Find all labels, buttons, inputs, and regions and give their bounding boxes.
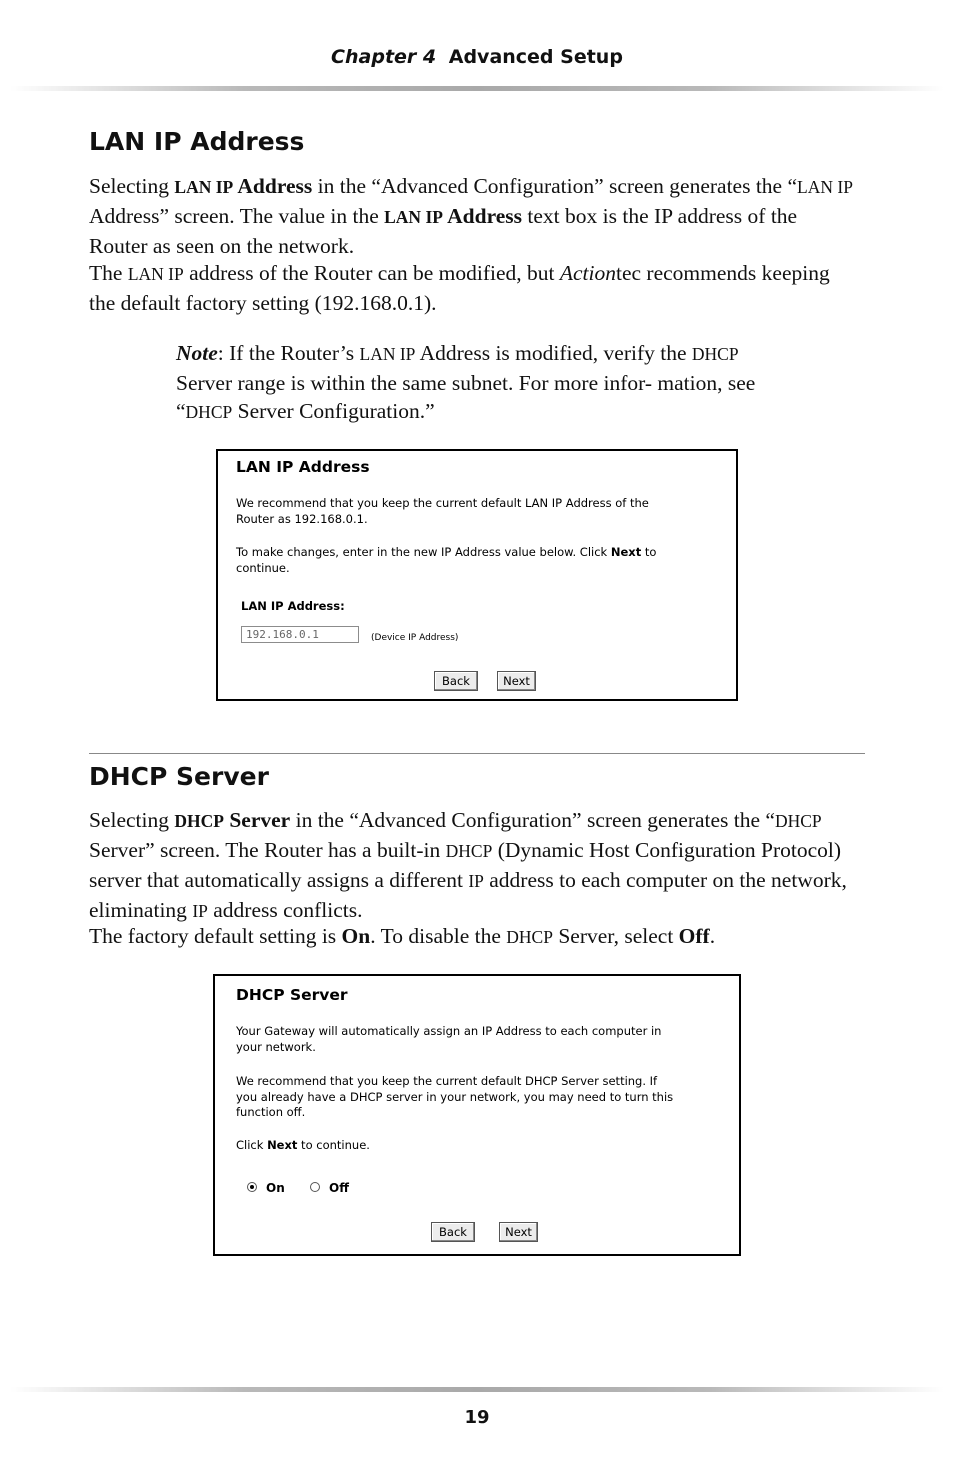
dhcp-paragraph-1: Selecting DHCP Server in the “Advanced Configuration” screen generates the “DHCP Server” screen. The Router has a built-in DHCP (Dynamic Host Configuration Protocol) server that automatically assigns a different IP address to each computer on the network, eliminating IP address conflicts. (89, 808, 847, 922)
lan-ip-input[interactable]: 192.168.0.1 (241, 626, 359, 643)
section-divider (89, 753, 865, 754)
dhcp-next-button[interactable]: Next (499, 1222, 538, 1242)
lan-ip-screen-text-1: We recommend that you keep the current default LAN IP Address of the Router as 192.168.0.1. (236, 496, 649, 526)
lan-ip-back-button[interactable]: Back (434, 671, 478, 691)
lan-ip-heading: LAN IP Address (89, 127, 305, 156)
lan-ip-screen-text-2: To make changes, enter in the new IP Address value below. Click Next to continue. (236, 545, 657, 575)
lan-ip-paragraph-2: The LAN IP address of the Router can be modified, but Actiontec recommends keeping the default factory setting (192.168.0.1). (89, 261, 830, 315)
chapter-title: Advanced Setup (448, 46, 623, 68)
lan-ip-field-label: LAN IP Address: (241, 599, 345, 613)
dhcp-server-screenshot (213, 974, 741, 1256)
dhcp-off-label: Off (329, 1181, 349, 1195)
dhcp-screen-text-2: We recommend that you keep the current default DHCP Server setting. If you already have a DHCP server in your network, you may need to turn this function off. (236, 1074, 674, 1119)
lan-ip-screen-title: LAN IP Address (236, 458, 370, 476)
lan-ip-paragraph-1: Selecting LAN IP Address in the “Advanced Configuration” screen generates the “LAN IP Address” screen. The value in the LAN IP Address text box is the IP address of the Router as seen on the network. (89, 174, 853, 258)
header-rule (10, 86, 944, 91)
dhcp-on-label: On (266, 1181, 285, 1195)
dhcp-off-radio[interactable] (310, 1182, 320, 1192)
running-header (0, 46, 954, 68)
lan-ip-screenshot (216, 449, 738, 701)
dhcp-screen-title: DHCP Server (236, 986, 348, 1004)
dhcp-screen-text-3: Click Next to continue. (236, 1138, 370, 1152)
lan-ip-note: Note: If the Router’s LAN IP Address is modified, verify the DHCP Server range is within the same subnet. For more infor- mation, see “DHCP Server Configuration.” (176, 341, 756, 423)
page-number: 19 (464, 1407, 490, 1428)
chapter-number: Chapter 4 (331, 46, 437, 68)
dhcp-back-button[interactable]: Back (431, 1222, 475, 1242)
dhcp-screen-text-1: Your Gateway will automatically assign an IP Address to each computer in your network. (236, 1024, 662, 1054)
footer-rule (10, 1387, 944, 1392)
dhcp-on-radio[interactable] (247, 1182, 257, 1192)
lan-ip-field-hint: (Device IP Address) (371, 633, 459, 643)
lan-ip-next-button[interactable]: Next (497, 671, 536, 691)
dhcp-paragraph-2: The factory default setting is On. To disable the DHCP Server, select Off. (89, 924, 716, 948)
dhcp-server-heading: DHCP Server (89, 762, 269, 791)
